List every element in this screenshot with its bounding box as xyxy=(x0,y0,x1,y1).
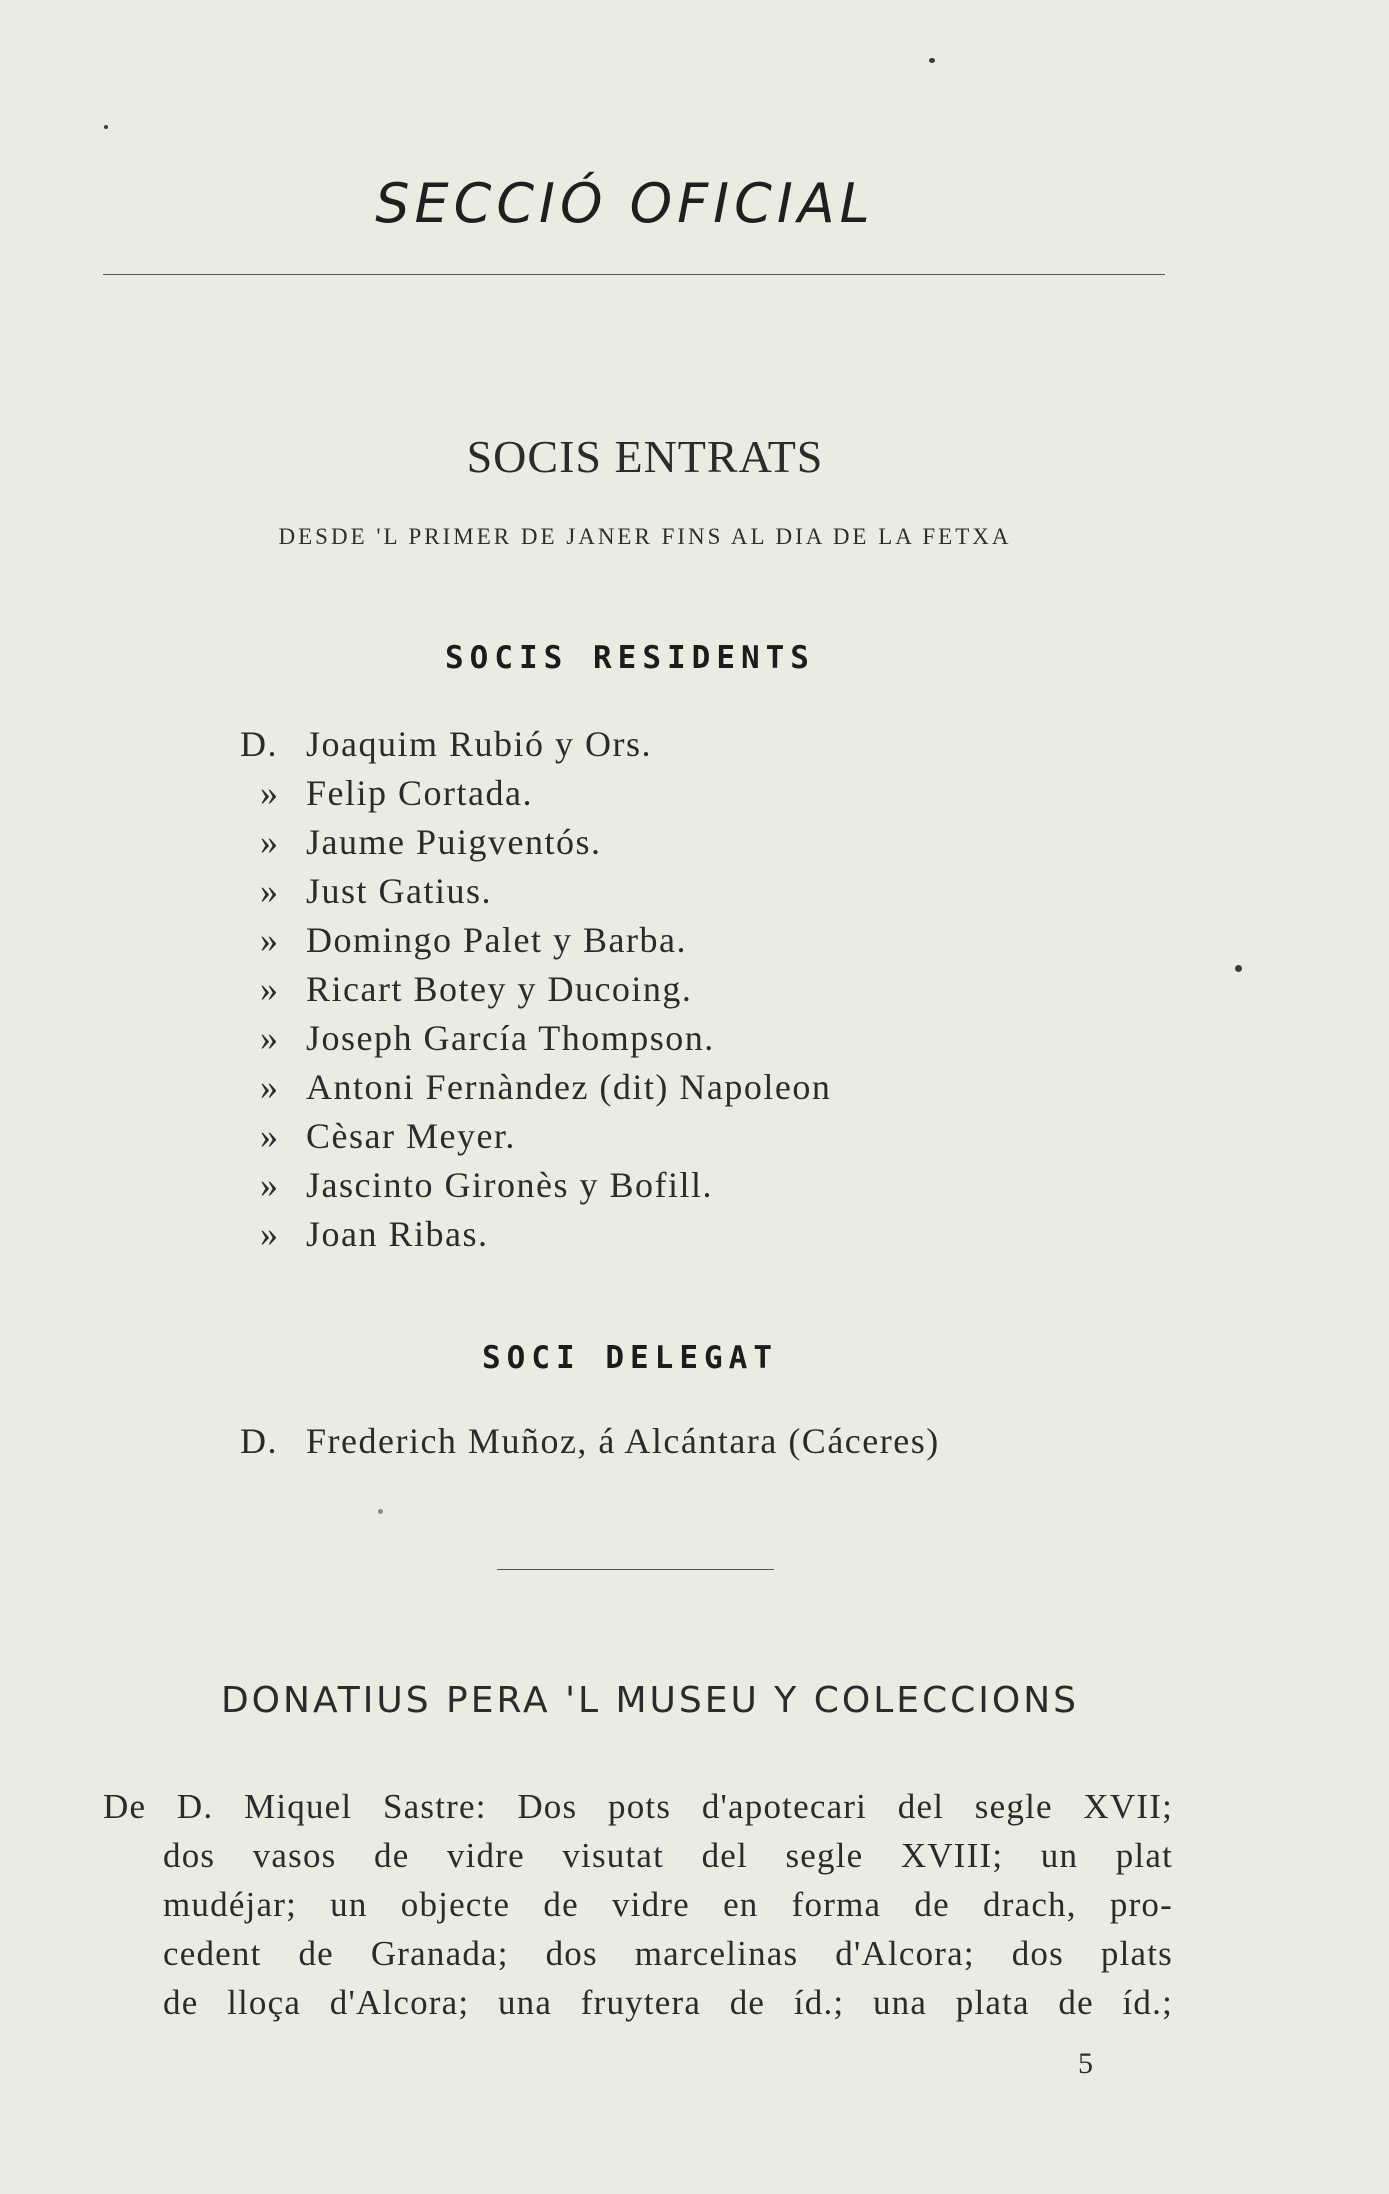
member-prefix: » xyxy=(260,1067,280,1107)
list-item xyxy=(240,720,831,769)
title-rule xyxy=(103,274,1165,275)
section-divider xyxy=(497,1569,774,1570)
list-item xyxy=(240,1210,831,1259)
list-item xyxy=(240,916,831,965)
paragraph-line: De D. Miquel Sastre: Dos pots d'apotecari del segle XVII; xyxy=(103,1787,1173,1826)
paper-speck xyxy=(929,58,935,63)
list-item xyxy=(240,1063,831,1112)
list-item xyxy=(240,1014,831,1063)
member-prefix: » xyxy=(260,920,280,960)
paragraph-line: mudéjar; un objecte de vidre en forma de drach, pro- xyxy=(163,1885,1173,1924)
member-prefix: » xyxy=(260,1214,280,1254)
paper-speck xyxy=(104,125,108,129)
member-prefix: » xyxy=(260,822,280,862)
member-name: Cèsar Meyer. xyxy=(306,1116,516,1156)
member-prefix: » xyxy=(260,969,280,1009)
member-name: Ricart Botey y Ducoing. xyxy=(306,969,693,1009)
list-item xyxy=(240,769,831,818)
list-item xyxy=(240,1161,831,1210)
soci-delegat-title: SOCI DELEGAT xyxy=(482,1340,778,1376)
socis-entrats-heading: SOCIS ENTRATS xyxy=(466,431,824,482)
member-name: Jascinto Gironès y Bofill. xyxy=(306,1165,713,1205)
member-prefix: » xyxy=(260,1116,280,1156)
member-name: Felip Cortada. xyxy=(306,773,533,813)
socis-entrats-subheading: DESDE 'L PRIMER DE JANER FINS AL DIA DE LA FETXA xyxy=(278,524,1012,549)
paragraph-line: de lloça d'Alcora; una fruytera de íd.; una plata de íd.; xyxy=(163,1983,1173,2022)
delegate-prefix: D. xyxy=(240,1421,278,1461)
list-item xyxy=(240,1112,831,1161)
member-name: Joseph García Thompson. xyxy=(306,1018,715,1058)
member-name: Jaume Puigventós. xyxy=(306,822,602,862)
section-title: SECCIÓ OFICIAL xyxy=(375,172,875,235)
donation-paragraph xyxy=(103,1782,1173,2027)
paragraph-line: cedent de Granada; dos marcelinas d'Alcora; dos plats xyxy=(163,1934,1173,1973)
socis-residents-title: SOCIS RESIDENTS xyxy=(445,640,815,676)
list-item xyxy=(240,867,831,916)
delegate-entry xyxy=(240,1420,940,1462)
member-name: Antoni Fernàndez (dit) Napoleon xyxy=(306,1067,832,1107)
list-item xyxy=(240,965,831,1014)
member-prefix: » xyxy=(260,773,280,813)
member-name: Joan Ribas. xyxy=(306,1214,489,1254)
member-prefix: » xyxy=(260,1018,280,1058)
list-item xyxy=(240,818,831,867)
paragraph-line: dos vasos de vidre visutat del segle XVIII; un plat xyxy=(163,1836,1173,1875)
residents-list xyxy=(240,720,831,1259)
member-name: Domingo Palet y Barba. xyxy=(306,920,687,960)
member-name: Just Gatius. xyxy=(306,871,493,911)
page-number: 5 xyxy=(1078,2047,1093,2080)
member-prefix: » xyxy=(260,871,280,911)
member-prefix: » xyxy=(260,1165,280,1205)
donatius-heading: DONATIUS PERA 'L MUSEU Y COLECCIONS xyxy=(220,1680,1080,1721)
paper-speck xyxy=(378,1509,383,1514)
paper-speck xyxy=(1235,965,1242,972)
delegate-name: Frederich Muñoz, á Alcántara (Cáceres) xyxy=(306,1421,940,1461)
member-prefix: D. xyxy=(240,724,278,764)
member-name: Joaquim Rubió y Ors. xyxy=(306,724,653,764)
